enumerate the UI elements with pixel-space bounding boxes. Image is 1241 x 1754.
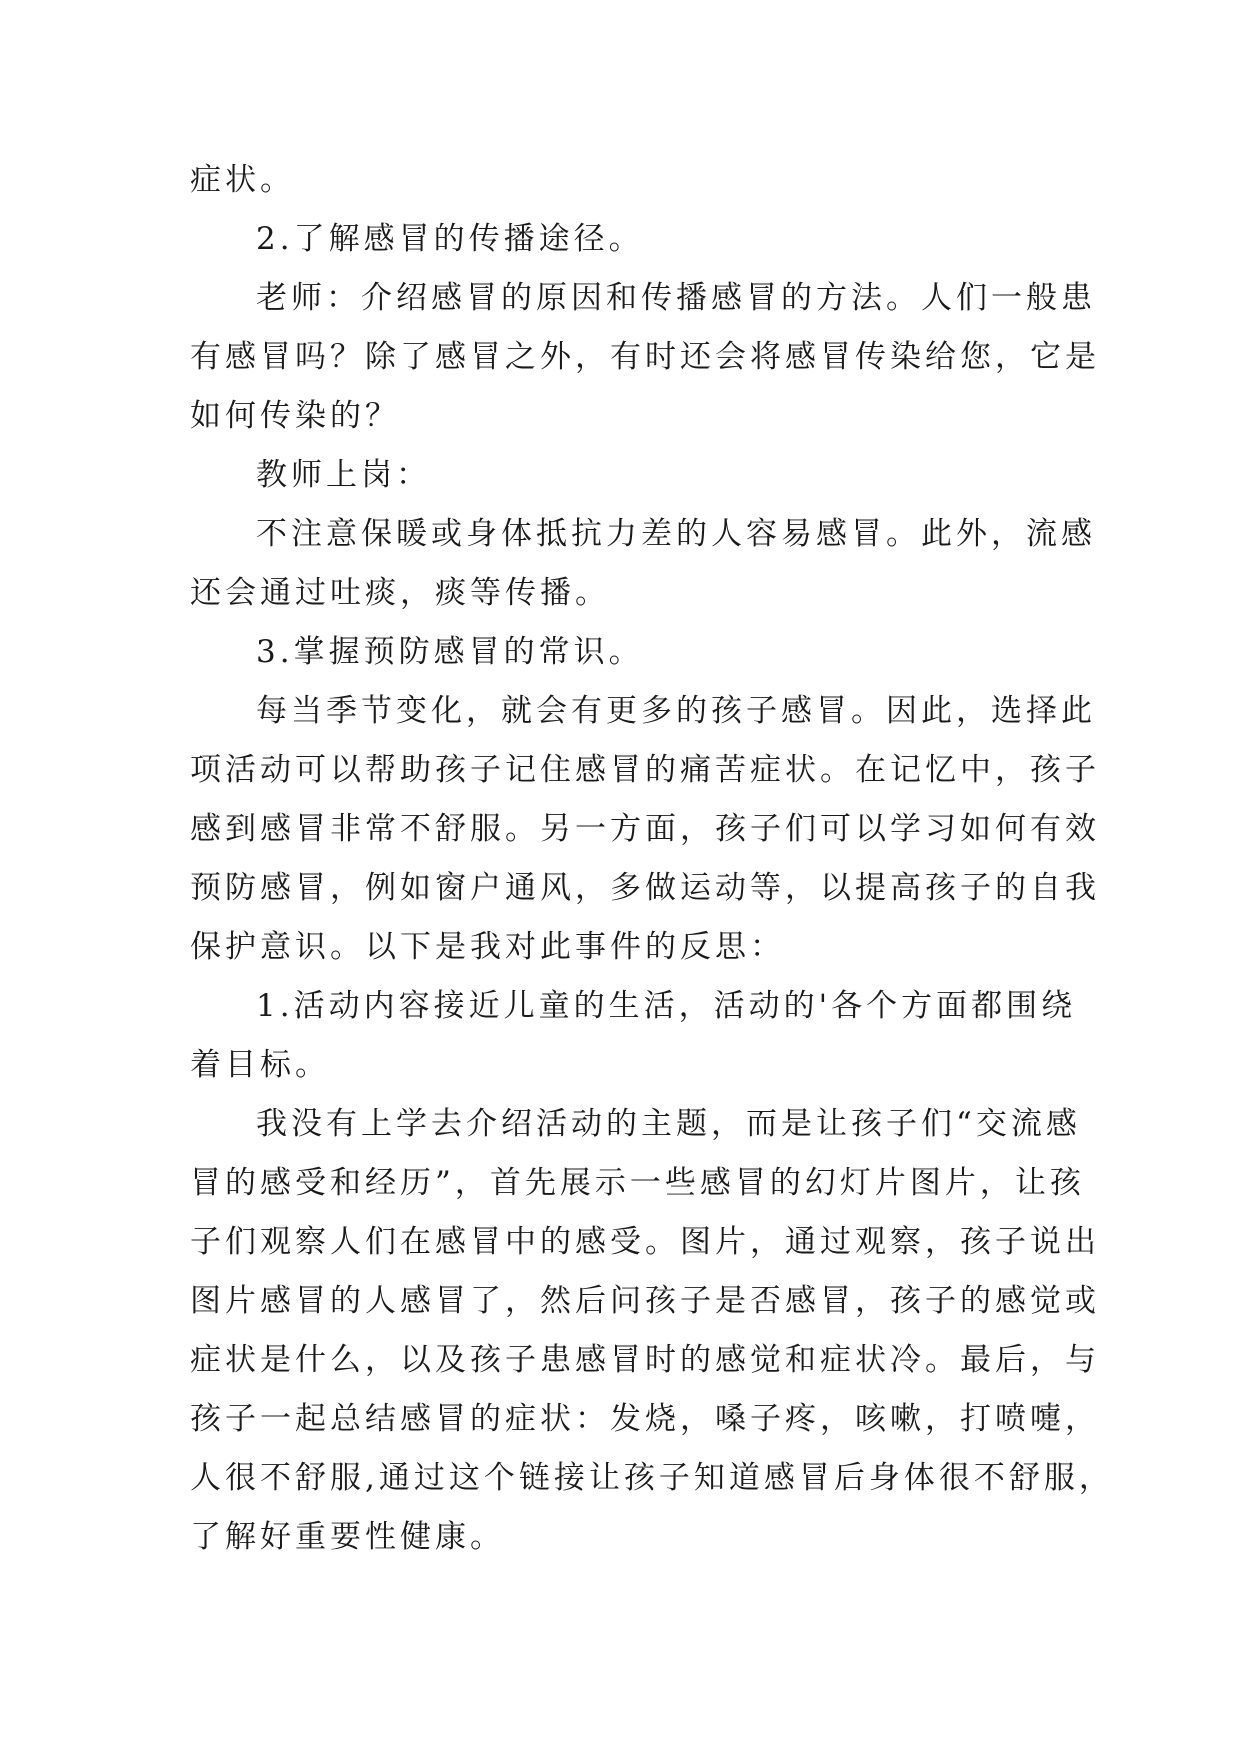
text-line: 症状。	[190, 162, 295, 198]
text-line: 有感冒吗？除了感冒之外，有时还会将感冒传染给您，它是	[190, 339, 1100, 375]
text-line: 图片感冒的人感冒了，然后问孩子是否感冒，孩子的感觉或	[190, 1283, 1100, 1319]
text-line: 着目标。	[190, 1047, 330, 1083]
text-line: 项活动可以帮助孩子记住感冒的痛苦症状。在记忆中，孩子	[190, 752, 1100, 788]
text-line: 子们观察人们在感冒中的感受。图片，通过观察，孩子说出	[190, 1224, 1100, 1260]
text-line: 症状是什么，以及孩子患感冒时的感觉和症状冷。最后，与	[190, 1342, 1100, 1378]
text-line: 预防感冒，例如窗户通风，多做运动等，以提高孩子的自我	[190, 870, 1100, 906]
text-line: 感到感冒非常不舒服。另一方面，孩子们可以学习如何有效	[190, 811, 1100, 847]
text-line: 冒的感受和经历”，首先展示一些感冒的幻灯片图片，让孩	[190, 1165, 1085, 1201]
text-line: 3.掌握预防感冒的常识。	[256, 634, 644, 670]
text-line: 1.活动内容接近儿童的生活，活动的'各个方面都围绕	[256, 988, 1077, 1024]
document-body	[190, 151, 1114, 1567]
text-line: 老师：介绍感冒的原因和传播感冒的方法。人们一般患	[256, 280, 1096, 316]
text-line: 如何传染的？	[190, 398, 400, 434]
text-line: 我没有上学去介绍活动的主题，而是让孩子们“交流感	[256, 1106, 1081, 1142]
text-line: 人很不舒服,通过这个链接让孩子知道感冒后身体很不舒服，	[190, 1460, 1114, 1496]
text-line: 了解好重要性健康。	[190, 1519, 505, 1555]
text-line: 保护意识。以下是我对此事件的反思：	[190, 929, 785, 965]
text-line: 还会通过吐痰，痰等传播。	[190, 575, 610, 611]
text-line: 不注意保暖或身体抵抗力差的人容易感冒。此外，流感	[256, 516, 1096, 552]
text-line: 2.了解感冒的传播途径。	[256, 221, 644, 257]
text-line: 每当季节变化，就会有更多的孩子感冒。因此，选择此	[256, 693, 1096, 729]
text-line: 孩子一起总结感冒的症状：发烧，嗓子疼，咳嗽，打喷嚏，	[190, 1401, 1100, 1437]
text-line: 教师上岗：	[256, 457, 431, 493]
